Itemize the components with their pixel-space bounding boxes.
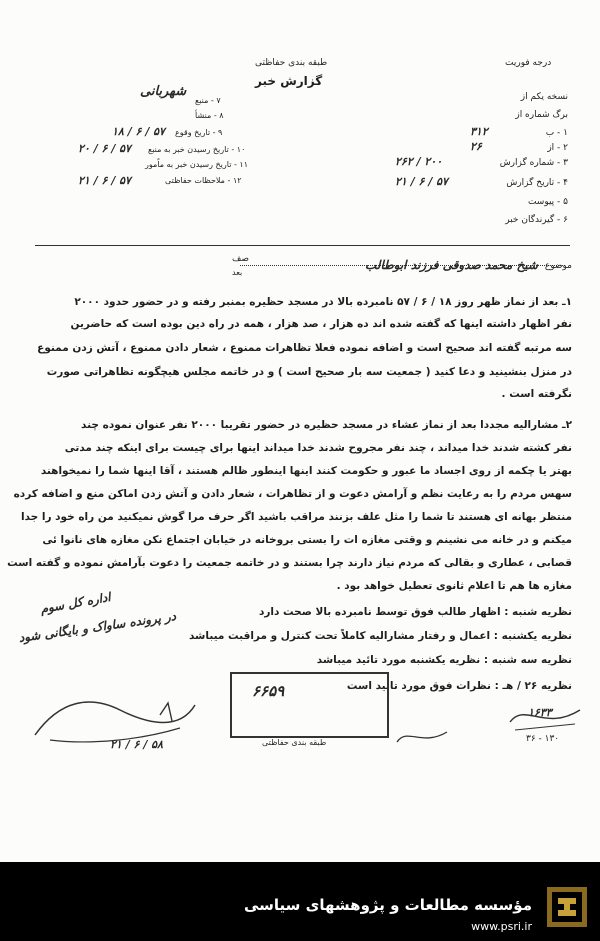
opinion-line: نظریه شنبه : اظهار طالب فوق توسط نامبرده بالا صحت دارد xyxy=(258,606,572,618)
top-left-handwritten: شهربانی xyxy=(140,84,187,99)
field-right-label: ۶ - گیرندگان خبر xyxy=(505,215,568,225)
right-sig-number: ۱۶۳۳ xyxy=(528,706,552,719)
field-right-value: ۲۶۲ / ۲۰۰ xyxy=(395,155,443,168)
classification-label: درجه فوریت xyxy=(505,58,552,68)
body-line: منتظر بهانه ای هستند تا شما را مثل علف بزنند مراقب باشید اگر حرف مرا گوش نمیکنید من راه خود را جدا xyxy=(20,511,572,523)
subject-label: موضوع xyxy=(544,261,572,271)
field-right-label: برگ شماره از xyxy=(515,110,568,120)
field-left-value: ۱۸ / ۶ / ۵۷ xyxy=(112,125,165,138)
field-left-value: ۲۰ / ۶ / ۵۷ xyxy=(78,142,131,155)
body-line: قصابی ، عطاری و بقالی که مردم نیاز دارند چرا بستند و در خاتمه جمعیت را دعوت بآرامش نموده و گفته است xyxy=(7,557,572,569)
body-line: در منزل بنشینید و دعا کنید ( جمعیت سه بار صحیح است ) و در خاتمه مجلس هیچگونه تظاهراتی صورت xyxy=(46,366,572,378)
body-line: مغازه ها هم تا اعلام ثانوی تعطیل خواهد بود . xyxy=(336,580,572,592)
body-line: ۱ـ بعد از نماز ظهر روز ۱۸ / ۶ / ۵۷ نامبرده بالا در مسجد حظیره بمنبر رفته و در حضور حدود ۲۰۰۰ xyxy=(74,296,572,308)
body-line: نگرفته است . xyxy=(501,388,572,400)
institute-logo-icon xyxy=(546,886,588,928)
field-left-value: ۲۱ / ۶ / ۵۷ xyxy=(78,174,131,187)
divider xyxy=(35,245,570,246)
stamp-number: ۶۶۵۹ xyxy=(252,682,285,700)
body-line: سه مرتبه گفته اند صحیح است و اضافه نموده فعلا تظاهرات ممنوع ، شعار دادن ممنوع ، آتش زدن ممنوع xyxy=(37,342,572,354)
field-left-label: ۱۲ - ملاحظات حفاظتی xyxy=(165,176,242,185)
opinion-line: نظریه ۲۶ / هـ : نظرات فوق مورد تائید است xyxy=(346,680,572,692)
handwritten-note: در پرونده ساواک و بایگانی شود xyxy=(17,609,177,645)
subject-value: شیخ محمد صدوقی فرزند ابوطالب xyxy=(365,258,538,272)
body-line: سهس مردم را به رعایت نظم و آرامش دعوت و از تظاهرات ، شعار دادن و آتش زدن اماکن منع و اضافه کرده xyxy=(13,488,572,500)
field-right-value: ۲۶ xyxy=(470,140,482,153)
footer-url[interactable]: www.psri.ir xyxy=(471,920,532,933)
opinion-line: نظریه یکشنبه : اعمال و رفتار مشارالیه کاملاً تحت کنترل و مراقبت میباشد xyxy=(188,630,572,642)
org-top-label: طبقه بندی حفاظتی xyxy=(255,58,328,68)
footer-institute: مؤسسه مطالعات و پژوهشهای سیاسی xyxy=(243,896,532,914)
opinion-line: نظریه سه شنبه : نظریه یکشنبه مورد تائید میباشد xyxy=(316,654,572,666)
footer-bar xyxy=(0,862,600,941)
report-title: گزارش خبر xyxy=(255,74,323,88)
field-left-label: ۱۱ - تاریخ رسیدن خبر به ماًمور xyxy=(145,160,249,169)
field-right-label: نسخه یکم از xyxy=(520,92,568,102)
body-line: نفر کشته شدند خدا میداند ، چند نفر مجروح شدند خدا میداند اینها برای چیست برای اینکه چند مدتی xyxy=(64,442,572,454)
field-right-label: ۵ - پیوست xyxy=(527,197,568,207)
field-right-label: ۱ - ب xyxy=(545,128,568,138)
body-line: ۲ـ مشارالیه مجددا بعد از نماز عشاء در مسجد حظیره در حضور تقریبا ۲۰۰۰ نفر عنوان نموده چند xyxy=(81,419,572,431)
body-line: بهتر یا چکمه از روی اجساد ما عبور و حکومت کنند اینها اینطور ظالم هستند ، آقا اینها شما را نمیخواهند xyxy=(40,465,572,477)
subject-side-label: صف xyxy=(232,254,249,264)
field-right-value: ۲۱ / ۶ / ۵۷ xyxy=(395,175,448,188)
field-left-label: ۹ - تاریخ وقوع xyxy=(175,128,223,137)
subject-side-sub: بعد xyxy=(232,268,243,277)
body-line: میکنم و در خانه می نشینم و وقتی مغازه ات را بستی بروخانه در خیابان اجتماع نکن مغازه های نانوا ئی xyxy=(42,534,572,546)
field-left-label: ۸ - منشأ xyxy=(195,111,224,120)
field-right-value: ۳۱۲ xyxy=(470,125,488,138)
field-right-label: ۳ - شماره گزارش xyxy=(499,158,568,168)
signature-code: ۳۶ - ۱۳۰ xyxy=(526,734,560,744)
field-left-label: ۱۰ - تاریخ رسیدن خبر به منبع xyxy=(148,145,246,154)
field-right-label: ۴ - تاریخ گزارش xyxy=(506,178,568,188)
stamp-caption: طبقه بندی حفاظتی xyxy=(262,738,327,747)
field-left-label: ۷ - منبع xyxy=(195,96,221,105)
handwritten-date: ۲۱ / ۶ / ۵۸ xyxy=(110,738,163,751)
handwritten-note: اداره کل سوم xyxy=(39,589,112,617)
field-right-label: ۲ - از xyxy=(547,143,568,153)
initial-scribble xyxy=(392,722,452,752)
body-line: نفر اظهار داشته اینها که گفته شده اند ده هزار ، صد هزار ، همه در راه دین بوده است که حاضرین xyxy=(70,318,572,330)
